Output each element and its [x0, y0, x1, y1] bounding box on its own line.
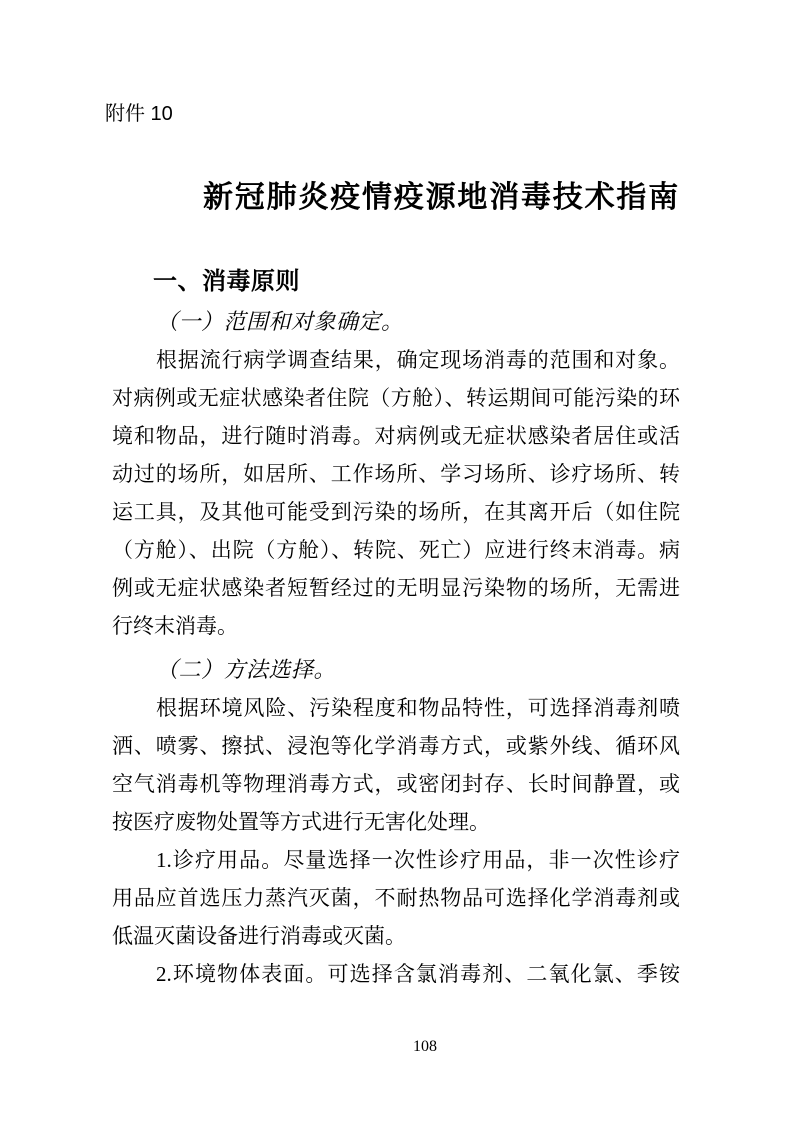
paragraph-line: 行终末消毒。 [112, 614, 238, 638]
paragraph-line: 对病例或无症状感染者住院（方舱）、转运期间可能污染的环 [112, 386, 680, 410]
paragraph-line: 根据流行病学调查结果，确定现场消毒的范围和对象。 [156, 348, 680, 372]
paragraph-line: 例或无症状感染者短暂经过的无明显污染物的场所，无需进 [112, 576, 680, 600]
attachment-label: 附件 10 [105, 103, 173, 125]
paragraph-line: 用品应首选压力蒸汽灭菌，不耐热物品可选择化学消毒剂或 [112, 886, 680, 910]
paragraph-line: 根据环境风险、污染程度和物品特性，可选择消毒剂喷 [156, 696, 680, 720]
paragraph-line: 按医疗废物处置等方式进行无害化处理。 [112, 810, 490, 834]
paragraph-line: 低温灭菌设备进行消毒或灭菌。 [112, 924, 406, 948]
paragraph [112, 955, 680, 993]
paragraph [112, 689, 680, 841]
paragraph-line: 空气消毒机等物理消毒方式，或密闭封存、长时间静置，或 [112, 772, 680, 796]
subheading: （一）范围和对象确定。 [156, 309, 404, 334]
paragraph-line: 运工具，及其他可能受到污染的场所，在其离开后（如住院 [112, 500, 680, 524]
paragraph-line: 动过的场所，如居所、工作场所、学习场所、诊疗场所、转 [112, 462, 680, 486]
paragraph [112, 841, 680, 955]
paragraph-line: 2.环境物体表面。可选择含氯消毒剂、二氧化氯、季铵 [156, 962, 680, 986]
paragraph-line: 洒、喷雾、擦拭、浸泡等化学消毒方式，或紫外线、循环风 [112, 734, 680, 758]
document-body [112, 267, 680, 993]
section-heading: 一、消毒原则 [153, 268, 300, 295]
paragraph-line: （方舱）、出院（方舱）、转院、死亡）应进行终末消毒。病 [112, 538, 680, 562]
page-number: 108 [413, 1038, 437, 1055]
document-title: 新冠肺炎疫情疫源地消毒技术指南 [203, 181, 680, 214]
paragraph [112, 341, 680, 645]
paragraph-line: 1.诊疗用品。尽量选择一次性诊疗用品，非一次性诊疗 [156, 848, 680, 872]
paragraph-line: 境和物品，进行随时消毒。对病例或无症状感染者居住或活 [112, 424, 680, 448]
subheading: （二）方法选择。 [156, 657, 337, 682]
